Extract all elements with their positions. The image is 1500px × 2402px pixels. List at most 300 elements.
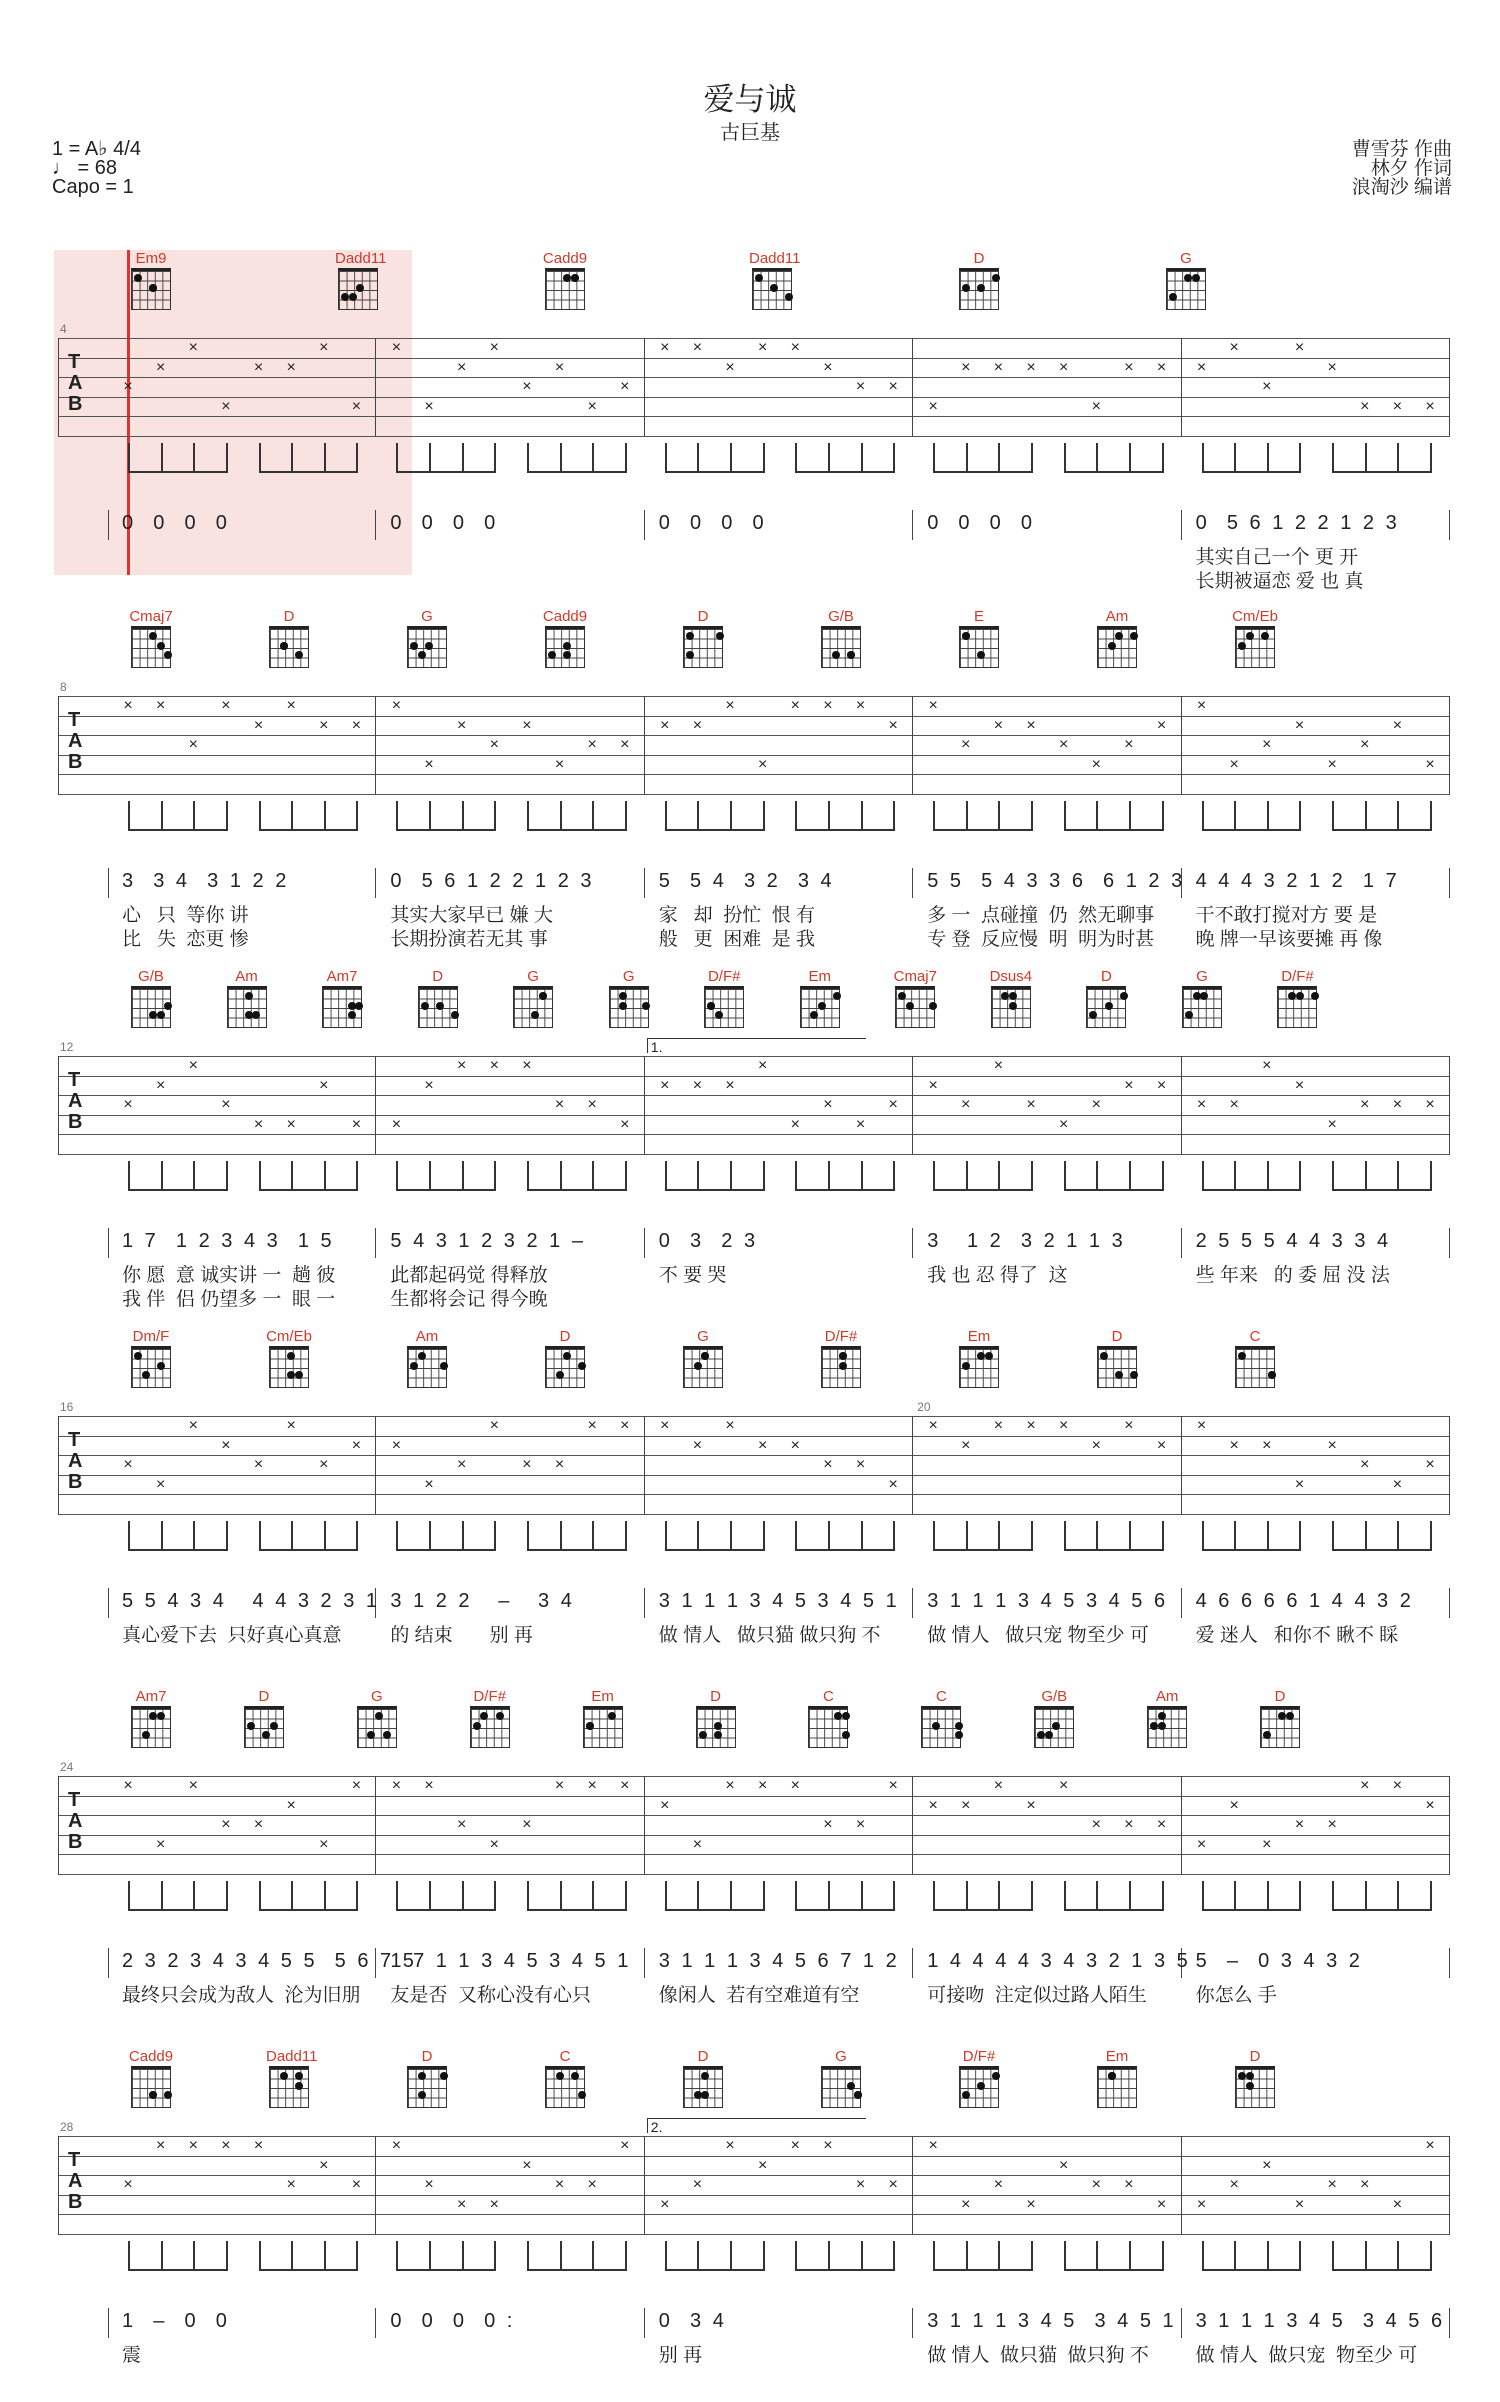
- note-stem: [1096, 443, 1098, 473]
- finger-dot: [608, 1712, 616, 1720]
- note-beam: [527, 471, 627, 473]
- chord-diagram[interactable]: [266, 1328, 312, 1388]
- note-group: 3 1 2 3 2 1 1 3: [927, 1230, 1126, 1252]
- strum-mark: ×: [522, 2156, 532, 2174]
- note-stem: [527, 801, 529, 831]
- strum-mark: ×: [620, 1417, 630, 1434]
- tab-string-line: [58, 1815, 1450, 1816]
- note-stem: [933, 443, 935, 473]
- barline: [644, 1056, 645, 1154]
- strum-mark: ×: [188, 1057, 198, 1074]
- strum-mark: ×: [928, 397, 938, 415]
- note-stem: [462, 1521, 464, 1551]
- lyric-line: 般 更 困难 是 我: [658, 929, 816, 950]
- chord-diagram[interactable]: [580, 1688, 626, 1748]
- strum-mark: ×: [123, 1456, 133, 1473]
- barline: [644, 338, 645, 436]
- lyric-line: 我 也 忍 得了 这: [927, 1265, 1068, 1286]
- barline: [912, 1056, 913, 1154]
- chord-diagram[interactable]: [467, 1688, 513, 1748]
- note-stem: [893, 1161, 895, 1191]
- note-stem: [1162, 1521, 1164, 1551]
- finger-dot: [1193, 992, 1201, 1000]
- chord-diagram[interactable]: [266, 608, 312, 668]
- lyric-line: 家 却 扮忙 恨 有: [658, 905, 816, 926]
- strum-mark: ×: [456, 1456, 467, 1473]
- chord-diagram[interactable]: [805, 1688, 851, 1748]
- chord-diagram[interactable]: [988, 968, 1034, 1028]
- strum-mark: ×: [424, 755, 434, 773]
- chord-diagram[interactable]: [693, 1688, 739, 1748]
- strum-mark: ×: [620, 378, 630, 395]
- tab-string-line: [58, 377, 1450, 378]
- finger-dot: [556, 2072, 564, 2080]
- chord-name: Am: [235, 968, 258, 985]
- strum-mark: ×: [221, 1436, 231, 1454]
- lyric-line: 你 愿 意 诚实讲 一 趟 彼: [122, 1265, 336, 1286]
- lyric-line: 比 失 恋更 惨: [122, 929, 249, 950]
- finger-dot: [563, 1352, 571, 1360]
- note-stem: [1202, 1881, 1204, 1911]
- chord-diagram[interactable]: [510, 968, 556, 1028]
- note-stem: [527, 1161, 529, 1191]
- chord-diagram[interactable]: [956, 608, 1002, 668]
- note-stem: [665, 1161, 667, 1191]
- note-beam: [1332, 2269, 1432, 2271]
- note-stem: [161, 443, 163, 473]
- note-stem: [625, 1521, 627, 1551]
- barline: [912, 696, 913, 794]
- note-stem: [966, 801, 968, 831]
- strum-mark: ×: [620, 736, 630, 753]
- strum-mark: ×: [351, 397, 362, 415]
- note-stem: [1299, 801, 1301, 831]
- finger-dot: [436, 1002, 444, 1010]
- chord-name: Am: [1155, 1688, 1179, 1705]
- chord-diagram[interactable]: [1179, 968, 1225, 1028]
- chord-name: C: [559, 2048, 571, 2065]
- note-stem: [1096, 1881, 1098, 1911]
- chord-diagram[interactable]: [918, 1688, 964, 1748]
- strum-mark: ×: [1229, 2176, 1239, 2193]
- chord-name: G/B: [138, 968, 164, 985]
- tab-string-line: [58, 1134, 1450, 1135]
- finger-dot: [1009, 992, 1017, 1000]
- strum-mark: ×: [1059, 736, 1069, 753]
- finger-dot: [1120, 992, 1128, 1000]
- chord-diagram[interactable]: [1094, 608, 1140, 668]
- lyric-line: 专 登 反应慢 明 明为时甚: [927, 929, 1155, 950]
- strum-mark: ×: [961, 2195, 971, 2213]
- note-stem: [1162, 443, 1164, 473]
- note-stem: [1064, 801, 1066, 831]
- note-beam: [795, 2269, 895, 2271]
- note-stem: [1234, 1881, 1236, 1911]
- strum-mark: ×: [692, 1076, 703, 1094]
- strum-mark: ×: [286, 697, 296, 714]
- chord-grid: [696, 1706, 736, 1748]
- note-group: 1 4 4 4 4 3 4 3 2 1 3 5: [927, 1950, 1191, 1972]
- strum-mark: ×: [123, 1777, 133, 1794]
- note-beam: [933, 1549, 1033, 1551]
- chord-diagram[interactable]: [1232, 608, 1278, 668]
- note-beam: [933, 829, 1033, 831]
- chord-name: Dadd11: [335, 250, 387, 267]
- note-stem: [1332, 801, 1334, 831]
- strum-mark: ×: [1196, 2195, 1207, 2213]
- strum-mark: ×: [692, 716, 703, 734]
- finger-dot: [571, 2072, 579, 2080]
- chord-name: Dadd11: [266, 2048, 318, 2065]
- tab-string-line: [58, 1076, 1450, 1077]
- lyric-line: 做 情人 做只猫 做只狗 不: [658, 1625, 881, 1646]
- chord-grid: [322, 986, 362, 1028]
- tab-clef: T A B: [68, 1789, 83, 1853]
- note-stem: [828, 1881, 830, 1911]
- note-stem: [795, 1881, 797, 1911]
- finger-dot: [157, 1011, 165, 1019]
- chord-diagram[interactable]: [404, 1328, 450, 1388]
- barline: [912, 1776, 913, 1874]
- chord-diagram[interactable]: [680, 608, 726, 668]
- note-stem: [259, 2241, 261, 2271]
- finger-dot: [578, 1362, 586, 1370]
- finger-dot: [839, 1362, 847, 1370]
- note-stem: [128, 801, 130, 831]
- note-stem: [1202, 1161, 1204, 1191]
- note-stem: [494, 801, 496, 831]
- chord-diagram[interactable]: [956, 2048, 1002, 2108]
- finger-dot: [157, 1712, 165, 1720]
- strum-mark: ×: [823, 697, 833, 714]
- chord-diagram[interactable]: [404, 2048, 450, 2108]
- chord-diagram[interactable]: [680, 1328, 726, 1388]
- note-stem: [429, 801, 431, 831]
- strum-mark: ×: [888, 716, 898, 734]
- note-stem: [1064, 1161, 1066, 1191]
- measure-number: 20: [917, 1400, 931, 1414]
- strum-mark: ×: [1425, 1096, 1435, 1113]
- notation-barline: [1181, 510, 1182, 540]
- note-stem: [730, 801, 732, 831]
- chord-diagram[interactable]: [797, 968, 843, 1028]
- chord-name: D: [1249, 2048, 1261, 2065]
- notation-barline: [644, 2308, 645, 2338]
- note-group: 3 1 1 1 3 4 5 3 4 5 1: [927, 2310, 1177, 2332]
- strum-mark: ×: [1360, 1456, 1370, 1473]
- strum-mark: ×: [424, 1777, 434, 1794]
- note-stem: [933, 801, 935, 831]
- note-stem: [998, 1881, 1000, 1911]
- chord-diagram[interactable]: [128, 608, 174, 668]
- chord-name: D/F#: [1281, 968, 1314, 985]
- strum-mark: ×: [188, 2137, 198, 2154]
- chord-diagram[interactable]: [542, 250, 588, 310]
- chord-diagram[interactable]: [1163, 250, 1209, 310]
- strum-mark: ×: [253, 2137, 264, 2154]
- chord-diagram[interactable]: [128, 968, 174, 1028]
- strum-mark: ×: [1327, 358, 1337, 376]
- chord-diagram[interactable]: [956, 250, 1002, 310]
- finger-dot: [586, 1722, 594, 1730]
- note-beam: [1332, 1189, 1432, 1191]
- note-stem: [1129, 1161, 1131, 1191]
- chord-diagram[interactable]: [542, 2048, 588, 2108]
- chord-diagram[interactable]: [542, 1328, 588, 1388]
- strum-mark: ×: [888, 1777, 898, 1794]
- strum-mark: ×: [221, 2137, 231, 2154]
- note-stem: [226, 443, 228, 473]
- note-stem: [697, 443, 699, 473]
- strum-mark: ×: [253, 716, 264, 734]
- numbered-notation: [58, 2306, 1450, 2336]
- chord-diagram[interactable]: [701, 968, 747, 1028]
- chord-diagram[interactable]: [128, 1328, 174, 1388]
- strum-mark: ×: [424, 397, 434, 415]
- finger-dot: [1100, 1352, 1108, 1360]
- chord-diagram[interactable]: [818, 608, 864, 668]
- chord-diagram[interactable]: [404, 608, 450, 668]
- note-stem: [1162, 1161, 1164, 1191]
- strum-mark: ×: [351, 1777, 362, 1794]
- strum-mark: ×: [123, 2176, 133, 2193]
- note-group: 3 1 1 1 3 4 5 6 7 1 2: [658, 1950, 900, 1972]
- tab-string-line: [58, 2175, 1450, 2176]
- chord-diagram[interactable]: [354, 1688, 400, 1748]
- finger-dot: [1288, 992, 1296, 1000]
- note-beam: [1332, 1549, 1432, 1551]
- strum-mark: ×: [1294, 1475, 1305, 1493]
- chord-diagram[interactable]: [224, 968, 270, 1028]
- strum-mark: ×: [286, 2176, 296, 2193]
- chord-diagram[interactable]: [1274, 968, 1320, 1028]
- note-group: 0 0 0 0: [658, 512, 767, 534]
- finger-dot: [1185, 1011, 1193, 1019]
- finger-dot: [707, 1002, 715, 1010]
- chord-diagram[interactable]: [241, 1688, 287, 1748]
- strum-mark: ×: [424, 1475, 434, 1493]
- strum-mark: ×: [758, 755, 768, 773]
- numbered-notation: [58, 1226, 1450, 1256]
- finger-dot: [1108, 2072, 1116, 2080]
- note-stem: [1129, 1521, 1131, 1551]
- note-stem: [1397, 801, 1399, 831]
- chord-diagram[interactable]: [335, 250, 387, 310]
- strum-mark: ×: [1059, 2156, 1069, 2174]
- strum-mark: ×: [1392, 397, 1403, 415]
- chord-grid: [1235, 1346, 1275, 1388]
- note-stem: [193, 1161, 195, 1191]
- notation-barline: [1449, 1228, 1450, 1258]
- finger-dot: [1158, 1722, 1166, 1730]
- chord-diagram[interactable]: [542, 608, 588, 668]
- finger-dot: [295, 1371, 303, 1379]
- finger-dot: [496, 1712, 504, 1720]
- strum-mark: ×: [692, 2176, 703, 2193]
- tab-string-line: [58, 2156, 1450, 2157]
- chord-diagram[interactable]: [1257, 1688, 1303, 1748]
- score-system: [58, 1328, 1450, 1658]
- note-stem: [494, 1161, 496, 1191]
- note-stem: [291, 1881, 293, 1911]
- chord-diagram[interactable]: [319, 968, 365, 1028]
- tab-string-line: [58, 774, 1450, 775]
- chord-diagram[interactable]: [266, 2048, 318, 2108]
- chord-grid: [407, 626, 447, 668]
- note-stem: [861, 1161, 863, 1191]
- chord-name: G: [527, 968, 539, 985]
- note-stem: [527, 2241, 529, 2271]
- strum-mark: ×: [123, 1096, 133, 1113]
- strum-mark: ×: [1262, 2156, 1272, 2174]
- strum-mark: ×: [489, 1835, 499, 1853]
- strum-mark: ×: [424, 1076, 434, 1094]
- note-stem: [730, 443, 732, 473]
- note-beam: [1202, 2269, 1302, 2271]
- strum-mark: ×: [888, 378, 898, 395]
- barline: [58, 2136, 59, 2234]
- chord-diagram[interactable]: [1031, 1688, 1077, 1748]
- tab-string-line: [58, 1494, 1450, 1495]
- note-beam: [933, 471, 1033, 473]
- barline: [1449, 2136, 1450, 2234]
- finger-dot: [1150, 1722, 1158, 1730]
- note-stem: [1299, 443, 1301, 473]
- finger-dot: [531, 1011, 539, 1019]
- note-stem: [462, 1881, 464, 1911]
- capo-marking: Capo = 1: [52, 176, 134, 198]
- tab-string-line: [58, 1056, 1450, 1057]
- finger-dot: [410, 642, 418, 650]
- strum-mark: ×: [1196, 1096, 1207, 1113]
- chord-diagram[interactable]: [1083, 968, 1129, 1028]
- tab-string-line: [58, 1475, 1450, 1476]
- strum-mark: ×: [1026, 1417, 1036, 1434]
- lyric-line: 心 只 等你 讲: [122, 905, 249, 926]
- strum-mark: ×: [855, 697, 866, 714]
- note-stem: [795, 1161, 797, 1191]
- chord-name: G/B: [1041, 1688, 1068, 1705]
- chord-diagram[interactable]: [956, 1328, 1002, 1388]
- strum-mark: ×: [1156, 358, 1167, 376]
- strum-mark: ×: [790, 697, 800, 714]
- barline: [912, 338, 913, 436]
- finger-dot: [847, 651, 855, 659]
- note-stem: [226, 801, 228, 831]
- finger-dot: [164, 651, 172, 659]
- note-beam: [527, 1549, 627, 1551]
- strum-mark: ×: [319, 1835, 329, 1853]
- barline: [375, 696, 376, 794]
- chord-diagram[interactable]: [128, 1688, 174, 1748]
- chord-diagram[interactable]: [892, 968, 938, 1028]
- strum-mark: ×: [993, 1777, 1004, 1794]
- chord-diagram[interactable]: [818, 1328, 864, 1388]
- strum-mark: ×: [961, 1096, 971, 1113]
- note-stem: [1365, 1521, 1367, 1551]
- chord-name: G: [370, 1688, 383, 1705]
- finger-dot: [701, 2072, 709, 2080]
- strum-mark: ×: [319, 716, 329, 734]
- tab-clef: T A B: [68, 1429, 83, 1493]
- note-beam: [396, 1189, 496, 1191]
- note-stem: [861, 1521, 863, 1551]
- tab-string-line: [58, 397, 1450, 398]
- chord-diagram[interactable]: [128, 250, 174, 310]
- strum-mark: ×: [1327, 1115, 1337, 1133]
- note-stem: [1234, 2241, 1236, 2271]
- finger-dot: [842, 1731, 850, 1739]
- note-stem: [1064, 443, 1066, 473]
- chord-diagram[interactable]: [749, 250, 801, 310]
- strum-mark: ×: [351, 1436, 362, 1454]
- chord-diagram[interactable]: [606, 968, 652, 1028]
- chord-diagram[interactable]: [1094, 1328, 1140, 1388]
- finger-dot: [375, 1712, 383, 1720]
- notation-barline: [912, 1228, 913, 1258]
- strum-mark: ×: [554, 358, 565, 376]
- strum-mark: ×: [253, 1816, 264, 1833]
- strum-mark: ×: [660, 339, 670, 356]
- strum-mark: ×: [1059, 1417, 1069, 1434]
- finger-dot: [418, 651, 426, 659]
- strum-mark: ×: [188, 1777, 198, 1794]
- strum-mark: ×: [790, 1436, 800, 1454]
- finger-dot: [1246, 2072, 1254, 2080]
- measure-number: 8: [60, 680, 67, 694]
- note-stem: [396, 801, 398, 831]
- notation-barline: [375, 2308, 376, 2338]
- strum-mark: ×: [587, 1096, 597, 1113]
- strum-mark: ×: [888, 2176, 898, 2193]
- finger-dot: [839, 1352, 847, 1360]
- finger-dot: [714, 1722, 722, 1730]
- strum-mark: ×: [725, 358, 735, 376]
- note-stem: [494, 2241, 496, 2271]
- strum-mark: ×: [1026, 1096, 1036, 1113]
- strum-mark: ×: [928, 1796, 938, 1814]
- chord-diagram[interactable]: [1094, 2048, 1140, 2108]
- strum-mark: ×: [993, 2176, 1004, 2193]
- chord-diagram[interactable]: [680, 2048, 726, 2108]
- strum-mark: ×: [725, 1777, 735, 1794]
- chord-diagram[interactable]: [1144, 1688, 1190, 1748]
- strum-mark: ×: [1156, 1076, 1167, 1094]
- finger-dot: [1037, 1731, 1045, 1739]
- barline: [1181, 1776, 1182, 1874]
- chord-diagram[interactable]: [415, 968, 461, 1028]
- chord-diagram[interactable]: [1232, 1328, 1278, 1388]
- lyric-line: 别 再: [658, 2345, 703, 2366]
- note-stem: [128, 2241, 130, 2271]
- strum-mark: ×: [1124, 1816, 1134, 1833]
- chord-diagram[interactable]: [818, 2048, 864, 2108]
- note-stem: [966, 1161, 968, 1191]
- finger-dot: [270, 1722, 278, 1730]
- chord-grid: [959, 1346, 999, 1388]
- strum-mark: ×: [725, 697, 735, 714]
- chord-grid: [131, 1706, 171, 1748]
- strum-mark: ×: [1392, 1777, 1403, 1794]
- tab-string-line: [58, 416, 1450, 417]
- strum-mark: ×: [1360, 1777, 1370, 1794]
- finger-dot: [1052, 1722, 1060, 1730]
- chord-diagram[interactable]: [128, 2048, 174, 2108]
- strum-mark: ×: [855, 1816, 866, 1833]
- chord-name: C: [823, 1688, 834, 1705]
- chord-diagram[interactable]: [1232, 2048, 1278, 2108]
- lyric-line: 友是否 又称心没有心只: [390, 1985, 591, 2006]
